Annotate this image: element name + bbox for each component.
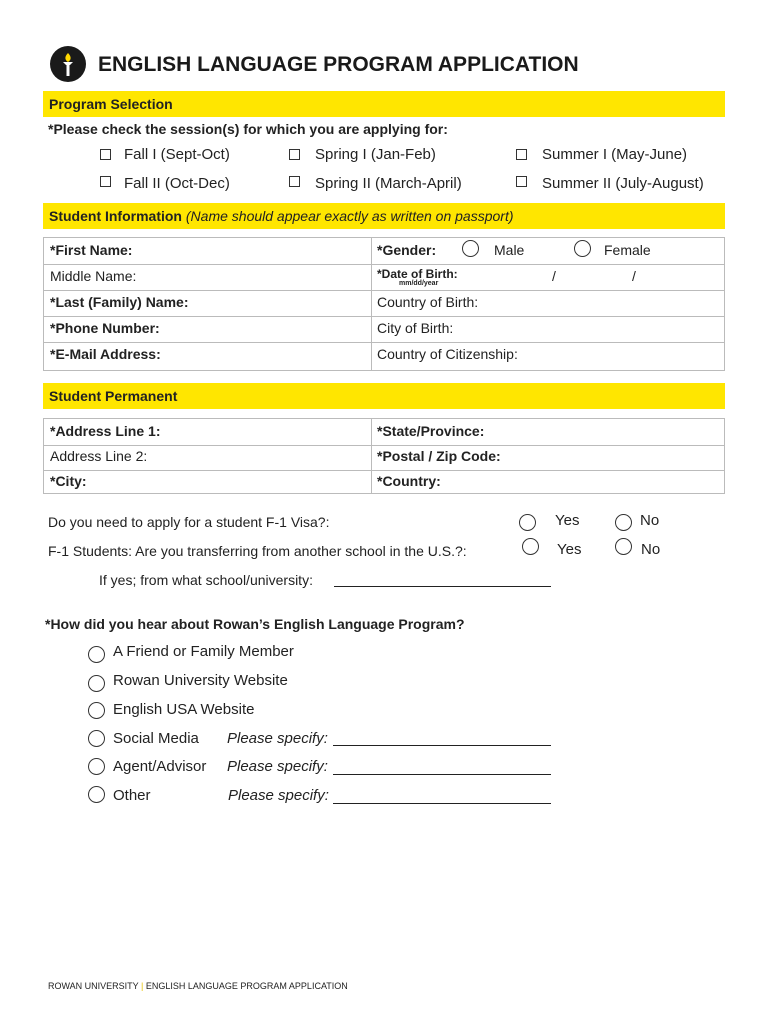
visa-question: Do you need to apply for a student F-1 Visa?: — [48, 514, 330, 530]
permanent-address-table — [43, 418, 725, 494]
referral-question: *How did you hear about Rowan’s English Language Program? — [45, 616, 465, 632]
last-name-field[interactable]: *Last (Family) Name: — [50, 294, 189, 310]
date-of-birth-field[interactable]: *Date of Birth: — [377, 267, 458, 281]
postal-code-field[interactable]: *Postal / Zip Code: — [377, 448, 501, 464]
city-of-birth-field[interactable]: City of Birth: — [377, 320, 454, 336]
phone-number-field[interactable]: *Phone Number: — [50, 320, 160, 336]
agent-specify-label: Please specify: — [227, 758, 328, 775]
female-radio[interactable] — [574, 240, 591, 257]
other-specify-input[interactable] — [333, 789, 551, 804]
female-label: Female — [604, 242, 651, 258]
spring-1-checkbox[interactable] — [289, 149, 300, 160]
session-instruction: *Please check the session(s) for which you are applying for: — [48, 121, 448, 137]
fall-1-checkbox[interactable] — [100, 149, 111, 160]
social-media-specify-input[interactable] — [333, 731, 551, 746]
dob-separator-1: / — [552, 268, 556, 284]
transfer-yes-radio[interactable] — [522, 538, 539, 555]
transfer-no-label: No — [641, 541, 661, 558]
summer-1-label: Summer I (May-June) — [542, 146, 688, 163]
gender-label: *Gender: — [377, 242, 437, 258]
address-line-2-field[interactable]: Address Line 2: — [50, 448, 148, 464]
student-information-header: Student Information (Name should appear exactly as written on passport) — [43, 203, 725, 229]
referral-social-media-radio[interactable] — [88, 730, 105, 747]
fall-1-label: Fall I (Sept-Oct) — [124, 146, 230, 163]
school-prompt: If yes; from what school/university: — [99, 572, 313, 588]
referral-agent-label: Agent/Advisor — [113, 758, 207, 775]
transfer-question: F-1 Students: Are you transferring from another school in the U.S.?: — [48, 543, 467, 559]
agent-specify-input[interactable] — [333, 760, 551, 775]
spring-2-label: Spring II (March-April) — [315, 175, 462, 192]
referral-english-usa-label: English USA Website — [113, 701, 255, 718]
referral-other-radio[interactable] — [88, 786, 105, 803]
male-radio[interactable] — [462, 240, 479, 257]
torch-icon — [50, 46, 86, 82]
fall-2-label: Fall II (Oct-Dec) — [124, 175, 230, 192]
summer-2-label: Summer II (July-August) — [542, 175, 704, 192]
social-media-specify-label: Please specify: — [227, 730, 328, 747]
referral-rowan-website-radio[interactable] — [88, 675, 105, 692]
male-label: Male — [494, 242, 525, 258]
referral-rowan-website-label: Rowan University Website — [113, 672, 288, 689]
footer-left: ROWAN UNIVERSITY — [48, 981, 139, 991]
referral-social-media-label: Social Media — [113, 730, 199, 747]
referral-friend-label: A Friend or Family Member — [113, 643, 294, 660]
country-of-citizenship-field[interactable]: Country of Citizenship: — [377, 346, 518, 362]
school-input[interactable] — [334, 572, 551, 587]
footer-separator: | — [141, 981, 144, 991]
referral-friend-radio[interactable] — [88, 646, 105, 663]
spring-1-label: Spring I (Jan-Feb) — [315, 146, 436, 163]
referral-english-usa-radio[interactable] — [88, 702, 105, 719]
visa-yes-radio[interactable] — [519, 514, 536, 531]
page-title: ENGLISH LANGUAGE PROGRAM APPLICATION — [98, 53, 579, 76]
dob-separator-2: / — [632, 268, 636, 284]
transfer-yes-label: Yes — [557, 541, 582, 558]
city-field[interactable]: *City: — [50, 473, 87, 489]
other-specify-label: Please specify: — [228, 787, 329, 804]
summer-1-checkbox[interactable] — [516, 149, 527, 160]
middle-name-field[interactable]: Middle Name: — [50, 268, 137, 284]
country-field[interactable]: *Country: — [377, 473, 441, 489]
state-province-field[interactable]: *State/Province: — [377, 423, 485, 439]
transfer-no-radio[interactable] — [615, 538, 632, 555]
spring-2-checkbox[interactable] — [289, 176, 300, 187]
visa-no-radio[interactable] — [615, 514, 632, 531]
address-line-1-field[interactable]: *Address Line 1: — [50, 423, 161, 439]
visa-yes-label: Yes — [555, 512, 580, 529]
student-info-table — [43, 237, 725, 371]
email-field[interactable]: *E-Mail Address: — [50, 346, 161, 362]
dob-format-hint: mm/dd/year — [399, 280, 439, 287]
footer — [48, 981, 348, 991]
footer-right: ENGLISH LANGUAGE PROGRAM APPLICATION — [145, 981, 348, 991]
student-permanent-header: Student Permanent — [43, 383, 725, 409]
referral-agent-radio[interactable] — [88, 758, 105, 775]
first-name-field[interactable]: *First Name: — [50, 242, 133, 258]
program-selection-header: Program Selection — [43, 91, 725, 117]
country-of-birth-field[interactable]: Country of Birth: — [377, 294, 479, 310]
fall-2-checkbox[interactable] — [100, 176, 111, 187]
summer-2-checkbox[interactable] — [516, 176, 527, 187]
visa-no-label: No — [640, 512, 660, 529]
referral-other-label: Other — [113, 787, 151, 804]
